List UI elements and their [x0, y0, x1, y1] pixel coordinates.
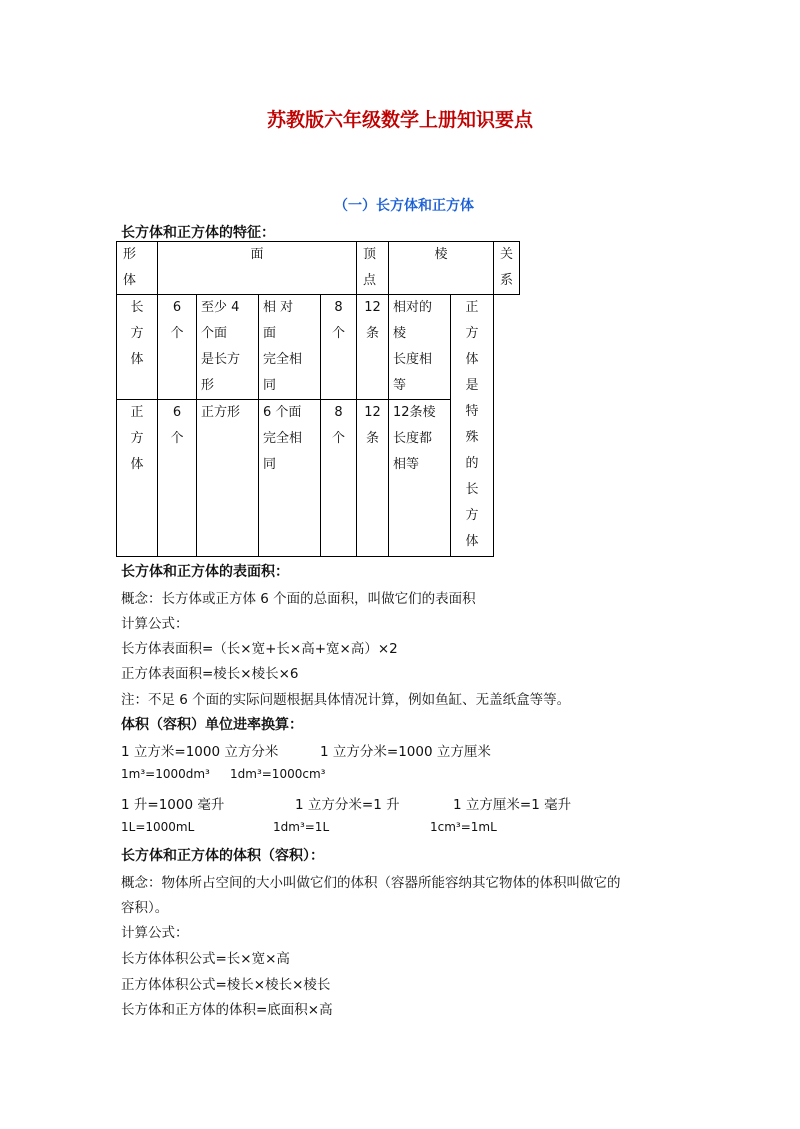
cuboid-surface-formula: 长方体表面积=（长×宽+长×高+宽×高）×2 — [121, 641, 398, 657]
unit-dm3-cm3: 1 立方分米=1000 立方厘米 — [320, 744, 491, 760]
table-row-cuboid — [117, 295, 520, 400]
surface-concept: 概念：长方体或正方体 6 个面的总面积，叫做它们的表面积 — [121, 591, 476, 607]
general-volume-formula: 长方体和正方体的体积=底面积×高 — [121, 1002, 333, 1018]
unit-dm3-l-symbol: 1dm³=1L — [273, 820, 330, 834]
features-heading: 长方体和正方体的特征： — [121, 225, 275, 241]
unit-m3-dm3-symbol: 1m³=1000dm³ — [121, 767, 210, 781]
cuboid-edge-relation: 相对的 棱 长度相 等 — [389, 295, 451, 400]
volume-concept-line2: 容积）。 — [121, 900, 169, 916]
surface-note: 注：不足 6 个面的实际问题根据具体情况计算，例如鱼缸、无盖纸盒等等。 — [121, 692, 571, 708]
cuboid-face-shape: 至少 4 个面 是长方 形 — [197, 295, 259, 400]
cuboid-face-count: 6 个 — [158, 295, 197, 400]
cube-surface-formula: 正方体表面积=棱长×棱长×6 — [121, 666, 299, 682]
cube-edge-count: 12 条 — [357, 400, 389, 557]
header-edge: 棱 — [389, 242, 494, 295]
surface-formula-label: 计算公式： — [121, 616, 189, 632]
features-table — [116, 241, 520, 557]
volume-concept-line1: 概念：物体所占空间的大小叫做它们的体积（容器所能容纳其它物体的体积叫做它的 — [121, 875, 621, 891]
cuboid-vertex: 8 个 — [321, 295, 357, 400]
unit-cm3-ml: 1 立方厘米=1 毫升 — [453, 797, 572, 813]
volume-formula-label: 计算公式： — [121, 925, 189, 941]
cuboid-edge-count: 12 条 — [357, 295, 389, 400]
table-header-row — [117, 242, 520, 295]
cuboid-face-relation: 相 对 面 完全相 同 — [259, 295, 321, 400]
header-vertex: 顶 点 — [357, 242, 389, 295]
cube-edge-relation: 12条棱 长度都 相等 — [389, 400, 451, 557]
unit-m3-dm3: 1 立方米=1000 立方分米 — [121, 744, 279, 760]
cube-face-relation: 6 个面 完全相 同 — [259, 400, 321, 557]
units-heading: 体积（容积）单位进率换算： — [121, 717, 303, 733]
relation-cell: 正 方 体 是 特 殊 的 长 方 体 — [451, 295, 494, 557]
cuboid-volume-formula: 长方体体积公式=长×宽×高 — [121, 951, 290, 967]
cuboid-name: 长 方 体 — [117, 295, 158, 400]
cube-vertex: 8 个 — [321, 400, 357, 557]
unit-dm3-l: 1 立方分米=1 升 — [295, 797, 400, 813]
unit-l-ml: 1 升=1000 毫升 — [121, 797, 225, 813]
cube-name: 正 方 体 — [117, 400, 158, 557]
unit-l-ml-symbol: 1L=1000mL — [121, 820, 195, 834]
volume-heading: 长方体和正方体的体积（容积）： — [121, 848, 324, 864]
section-title: （一）长方体和正方体 — [334, 198, 474, 214]
header-face: 面 — [158, 242, 357, 295]
cube-face-count: 6 个 — [158, 400, 197, 557]
surface-heading: 长方体和正方体的表面积： — [121, 564, 289, 580]
cube-face-shape: 正方形 — [197, 400, 259, 557]
page-title: 苏教版六年级数学上册知识要点 — [266, 109, 533, 131]
cube-volume-formula: 正方体体积公式=棱长×棱长×棱长 — [121, 977, 331, 993]
header-relation: 关 系 — [494, 242, 520, 295]
header-shape: 形 体 — [117, 242, 158, 295]
unit-cm3-ml-symbol: 1cm³=1mL — [430, 820, 497, 834]
unit-dm3-cm3-symbol: 1dm³=1000cm³ — [230, 767, 326, 781]
